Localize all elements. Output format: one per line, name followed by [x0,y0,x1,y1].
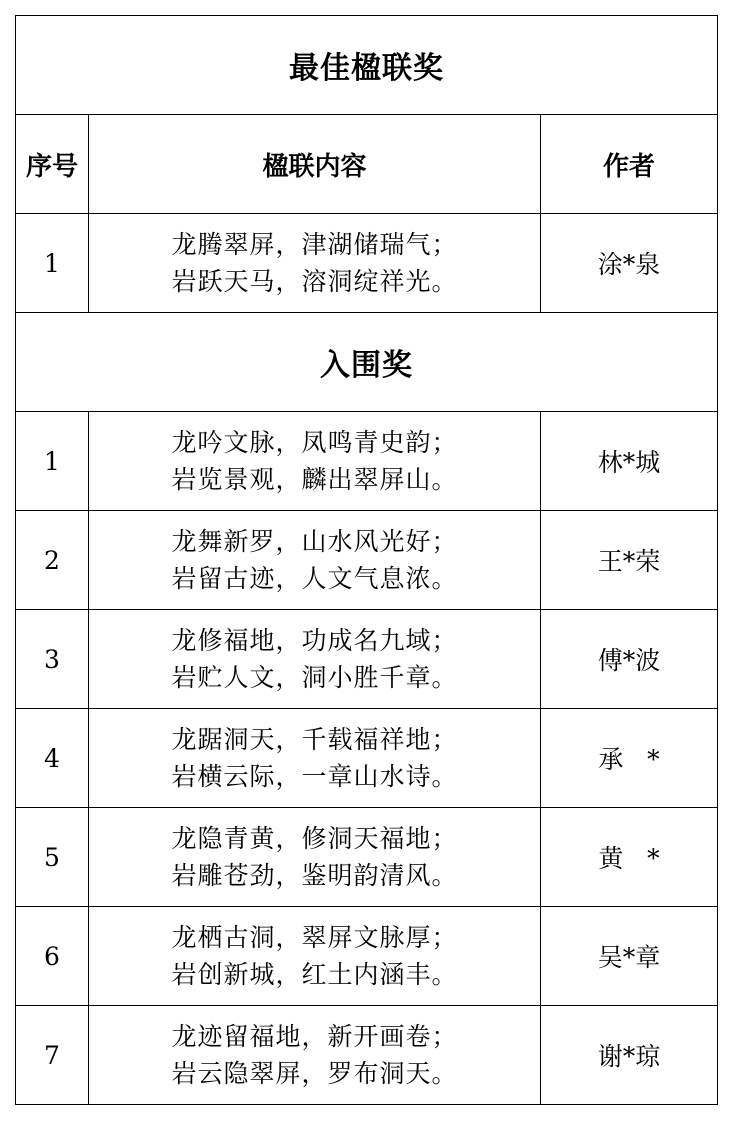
row-author: 谢*琼 [541,1006,718,1105]
header-content: 楹联内容 [89,115,541,214]
row-author: 王*荣 [541,511,718,610]
finalist-award-title-row [16,313,718,412]
row-author: 黄 * [541,808,718,907]
couplet-line-1: 龙修福地，功成名九域； [171,626,458,655]
row-author: 傅*波 [541,610,718,709]
table-row [16,1006,718,1105]
couplet-line-2: 岩览景观，麟出翠屏山。 [171,465,458,494]
couplet-line-2: 岩横云际，一章山水诗。 [171,762,458,791]
header-row [16,115,718,214]
row-number: 1 [16,214,89,313]
table-row [16,610,718,709]
couplet-line-2: 岩跃天马，溶洞绽祥光。 [171,267,458,296]
couplet-content [89,511,541,610]
couplet-content [89,1006,541,1105]
row-number: 5 [16,808,89,907]
couplet-line-1: 龙吟文脉，凤鸣青史韵； [171,428,458,457]
best-award-title-row [16,16,718,115]
header-author: 作者 [541,115,718,214]
header-number: 序号 [16,115,89,214]
table-row [16,709,718,808]
couplet-line-1: 龙舞新罗，山水风光好； [171,527,458,556]
couplet-line-1: 龙踞洞天，千载福祥地； [171,725,458,754]
row-author: 吴*章 [541,907,718,1006]
table-row [16,808,718,907]
best-award-title: 最佳楹联奖 [16,16,718,115]
row-author: 承 * [541,709,718,808]
couplet-content [89,412,541,511]
couplet-content [89,610,541,709]
row-number: 2 [16,511,89,610]
couplet-line-2: 岩留古迹，人文气息浓。 [171,564,458,593]
couplet-line-2: 岩创新城，红土内涵丰。 [171,960,458,989]
couplet-content [89,907,541,1006]
table-row [16,511,718,610]
row-number: 6 [16,907,89,1006]
row-number: 4 [16,709,89,808]
couplet-line-2: 岩雕苍劲，鉴明韵清风。 [171,861,458,890]
couplet-content [89,709,541,808]
table-row [16,214,718,313]
row-number: 1 [16,412,89,511]
row-author: 涂*泉 [541,214,718,313]
couplet-line-2: 岩贮人文，洞小胜千章。 [171,663,458,692]
row-author: 林*城 [541,412,718,511]
table-row [16,412,718,511]
finalist-award-title: 入围奖 [16,313,718,412]
row-number: 7 [16,1006,89,1105]
couplet-line-1: 龙栖古洞，翠屏文脉厚； [171,923,458,952]
table-row [16,907,718,1006]
couplet-line-2: 岩云隐翠屏，罗布洞天。 [171,1059,458,1088]
row-number: 3 [16,610,89,709]
couplet-line-1: 龙腾翠屏，津湖储瑞气； [171,230,458,259]
award-table [15,15,718,1105]
couplet-line-1: 龙隐青黄，修洞天福地； [171,824,458,853]
couplet-content [89,214,541,313]
couplet-line-1: 龙迹留福地，新开画卷； [171,1022,458,1051]
couplet-content [89,808,541,907]
